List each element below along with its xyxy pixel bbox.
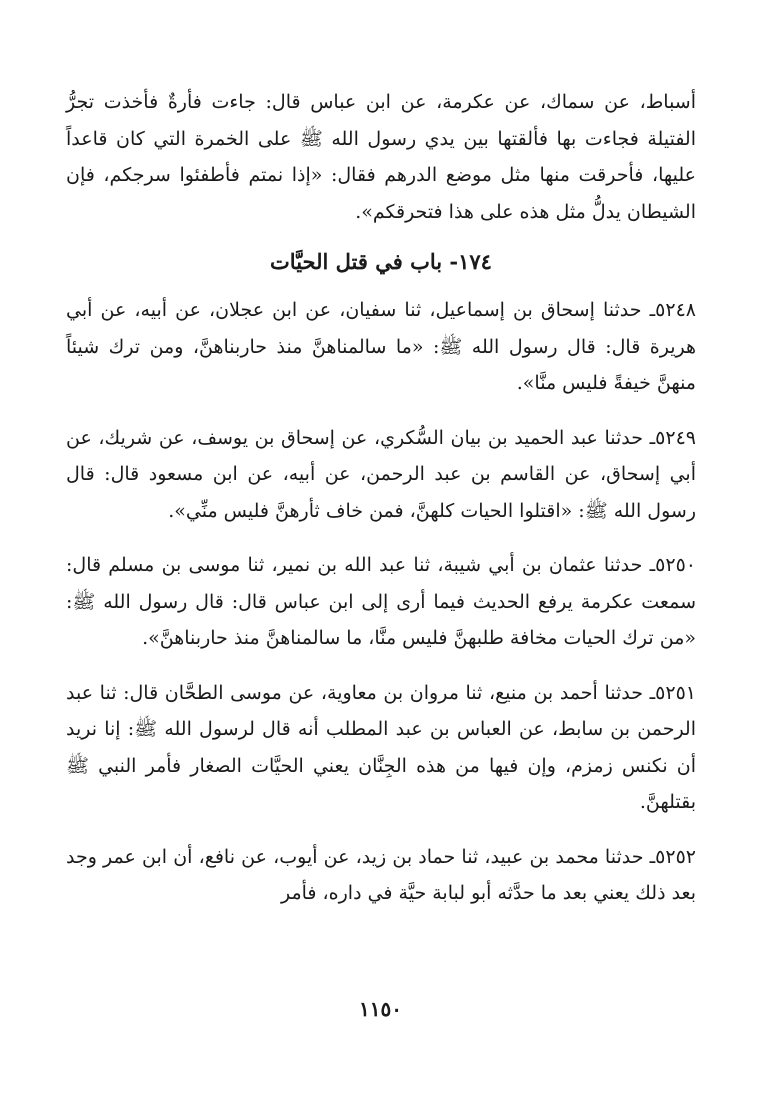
paragraph-gap xyxy=(66,529,696,547)
hadith-5248: ٥٢٤٨ـ حدثنا إسحاق بن إسماعيل، ثنا سفيان، عن ابن عجلان، عن أبيه، عن أبي هريرة قال: قال رسول الله ﷺ: «ما سالمناهنَّ منذ حاربناهنَّ، ومن ترك شيئاً منهنَّ خيفةً فليس منَّا». xyxy=(66,299,696,394)
paragraph-gap xyxy=(66,402,696,420)
page-number: ١١٥٠ xyxy=(359,997,402,1021)
chapter-title: ١٧٤- باب في قتل الحيَّات xyxy=(270,249,492,274)
hadith-5251: ٥٢٥١ـ حدثنا أحمد بن منيع، ثنا مروان بن معاوية، عن موسى الطحَّان قال: ثنا عبد الرحمن بن سابط، عن العباس بن عبد المطلب أنه قال لرسول الله ﷺ: إنا نريد أن نكنس زمزم، وإن فيها من هذه الجِنَّان يعني الحيَّات الصغار فأمر النبي ﷺ بقتلهنَّ. xyxy=(66,681,696,813)
hadith-5250: ٥٢٥٠ـ حدثنا عثمان بن أبي شيبة، ثنا عبد الله بن نمير، ثنا موسى بن مسلم قال: سمعت عكرمة يرفع الحديث فيما أرى إلى ابن عباس قال: قال رسول الله ﷺ: «من ترك الحيات مخافة طلبهنَّ فليس منَّا، ما سالمناهنَّ منذ حاربناهنَّ». xyxy=(66,554,696,649)
paragraph-gap xyxy=(66,821,696,839)
intro-paragraph: أسباط، عن سماك، عن عكرمة، عن ابن عباس قال: جاءت فأرةٌ فأخذت تجرُّ الفتيلة فجاءت بها فألقتها بين يدي رسول الله ﷺ على الخمرة التي كان قاعداً عليها، فأحرقت منها مثل موضع الدرهم فقال: «إذا نمتم فأطفئوا سرجكم، فإن الشيطان يدلُّ مثل هذه على هذا فتحرقكم». xyxy=(66,91,696,223)
hadith-5252: ٥٢٥٢ـ حدثنا محمد بن عبيد، ثنا حماد بن زيد، عن أيوب، عن نافع، أن ابن عمر وجد بعد ذلك يعني بعد ما حدَّثه أبو لبابة حيَّة في داره، فأمر xyxy=(66,845,696,904)
paragraph-gap xyxy=(66,657,696,675)
hadith-5249: ٥٢٤٩ـ حدثنا عبد الحميد بن بيان السُّكري، عن إسحاق بن يوسف، عن شريك، عن أبي إسحاق، عن القاسم بن عبد الرحمن، عن أبيه، عن ابن مسعود قال: قال رسول الله ﷺ: «اقتلوا الحيات كلهنَّ، فمن خاف ثأرهنَّ فليس منِّي». xyxy=(66,426,696,522)
page-body xyxy=(66,84,696,912)
